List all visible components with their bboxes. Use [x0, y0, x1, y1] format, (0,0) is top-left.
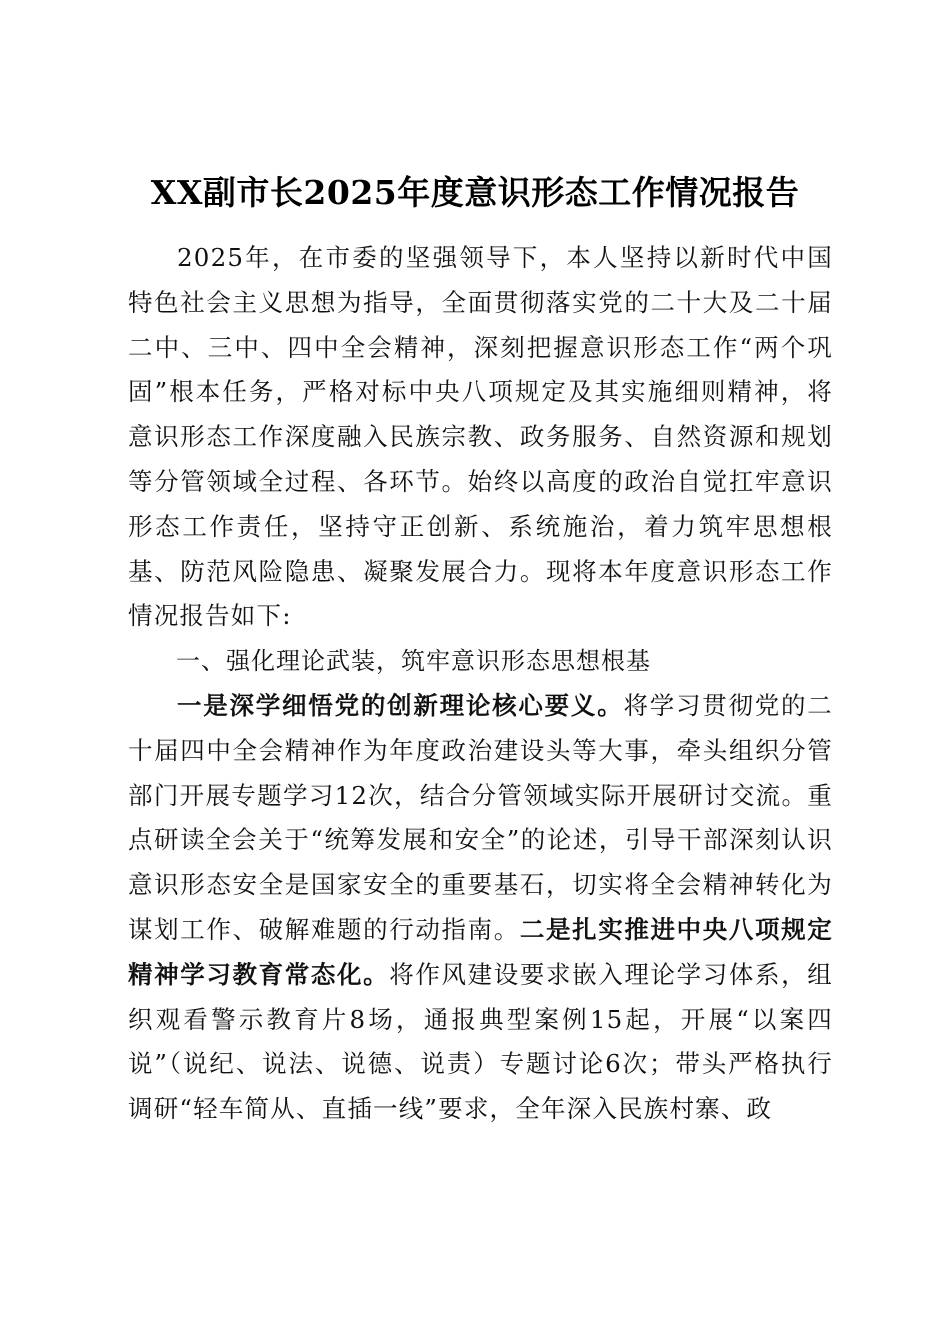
document-title: XX副市长2025年度意识形态工作情况报告: [150, 173, 800, 212]
intro-paragraph: 2025年，在市委的坚强领导下，本人坚持以新时代中国特色社会主义思想为指导，全面贯彻落实党的二十大及二十届二中、三中、四中全会精神，深刻把握意识形态工作“两个巩固”根本任务，严格对标中央八项规定及其实施细则精神，将意识形态工作深度融入民族宗教、政务服务、自然资源和规划等分管领域全过程、各环节。始终以高度的政治自觉扛牢意识形态工作责任，坚持守正创新、系统施治，着力筑牢思想根基、防范风险隐患、凝聚发展合力。现将本年度意识形态工作情况报告如下:: [128, 243, 833, 631]
section-1-lead-2: 二是扎实推进中央八项规定精神学习教育常态化。: [128, 914, 833, 989]
section-1-lead-1: 一是深学细悟党的创新理论核心要义。: [177, 690, 624, 720]
section-1-text-2: 将作风建设要求嵌入理论学习体系，组织观看警示教育片8场，通报典型案例15起，开展“以案四说”（说纪、说法、说德、说责）专题讨论6次；带头严格执行调研“轻车简从、直插一线”要求，全年深入民族村寨、政: [128, 959, 834, 1124]
section-heading-1: 一、强化理论武装，筑牢意识形态思想根基: [176, 647, 651, 676]
document-body: [128, 236, 833, 1132]
section-1-paragraph: [128, 684, 833, 1132]
section-1-text-1: 将学习贯彻党的二十届四中全会精神作为年度政治建设头等大事，牵头组织分管部门开展专题学习12次，结合分管领域实际开展研讨交流。重点研读全会关于“统筹发展和安全”的论述，引导干部深刻认识意识形态安全是国家安全的重要基石，切实将全会精神转化为谋划工作、破解难题的行动指南。: [128, 690, 833, 944]
